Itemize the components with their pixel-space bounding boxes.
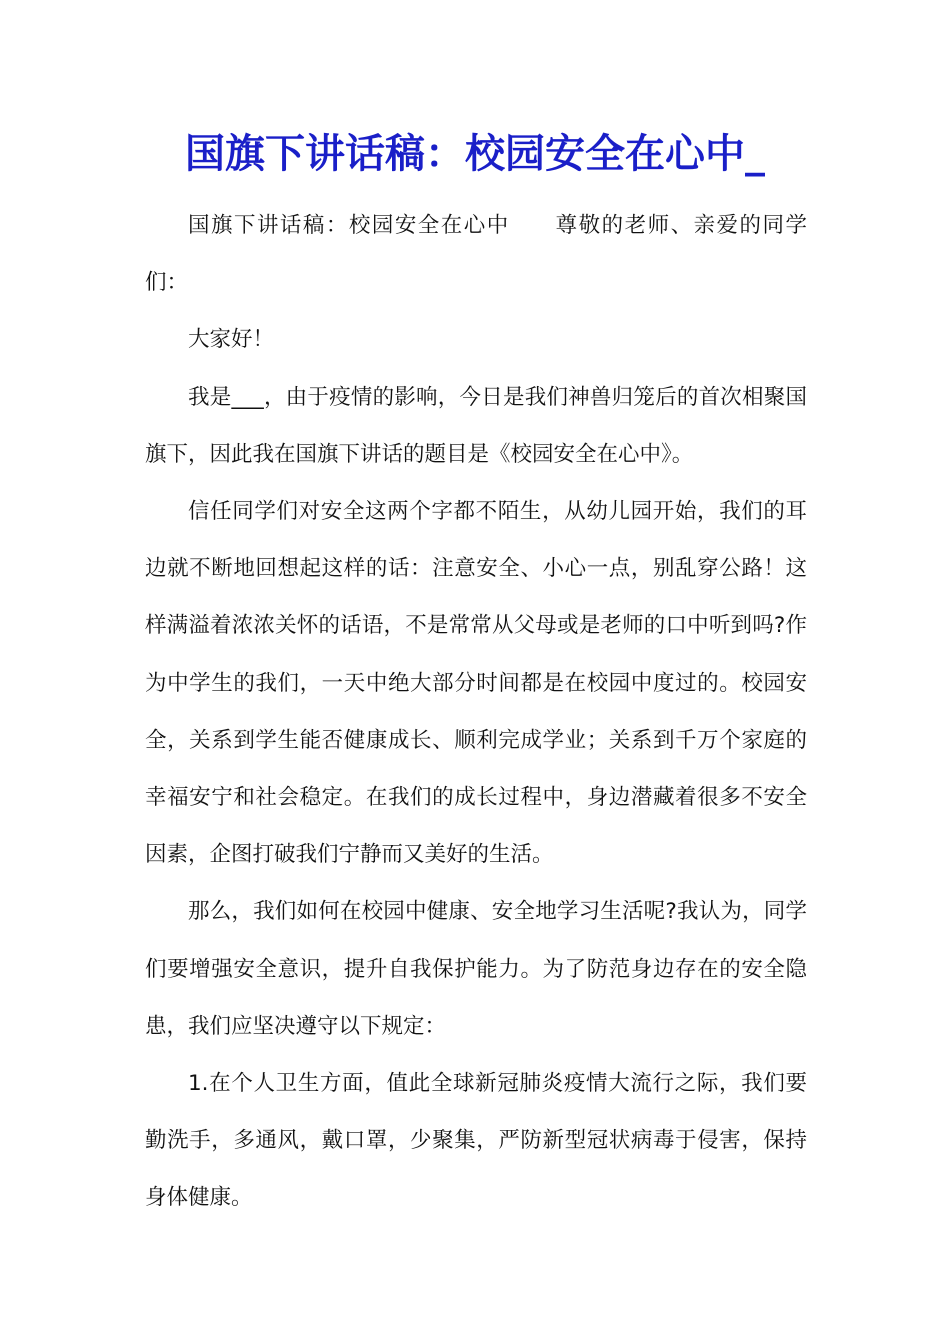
paragraph-rule-1-hygiene: 1.在个人卫生方面，值此全球新冠肺炎疫情大流行之际，我们要勤洗手，多通风，戴口罩，少聚集，严防新型冠状病毒于侵害，保持身体健康。 (145, 1071, 807, 1211)
document-title: 国旗下讲话稿：校园安全在心中_ (185, 130, 765, 177)
document-body (145, 197, 807, 1227)
paragraph-hello: 大家好！ (188, 327, 275, 353)
paragraph-greeting-heading: 国旗下讲话稿：校园安全在心中 尊敬的老师、亲爱的同学们： (145, 213, 807, 296)
paragraph-intro: 我是___，由于疫情的影响，今日是我们神兽归笼后的首次相聚国旗下，因此我在国旗下讲话的题目是《校园安全在心中》。 (145, 384, 807, 467)
paragraph-how-to-stay-safe: 那么，我们如何在校园中健康、安全地学习生活呢?我认为，同学们要增强安全意识，提升自我保护能力。为了防范身边存在的安全隐患，我们应坚决遵守以下规定： (145, 899, 807, 1039)
paragraph-safety-importance: 信任同学们对安全这两个字都不陌生，从幼儿园开始，我们的耳边就不断地回想起这样的话：注意安全、小心一点，别乱穿公路！这样满溢着浓浓关怀的话语，不是常常从父母或是老师的口中听到吗?作为中学生的我们，一天中绝大部分时间都是在校园中度过的。校园安全，关系到学生能否健康成长、顺利完成学业；关系到千万个家庭的幸福安宁和社会稳定。在我们的成长过程中，身边潜藏着很多不安全因素，企图打破我们宁静而又美好的生活。 (145, 499, 807, 868)
